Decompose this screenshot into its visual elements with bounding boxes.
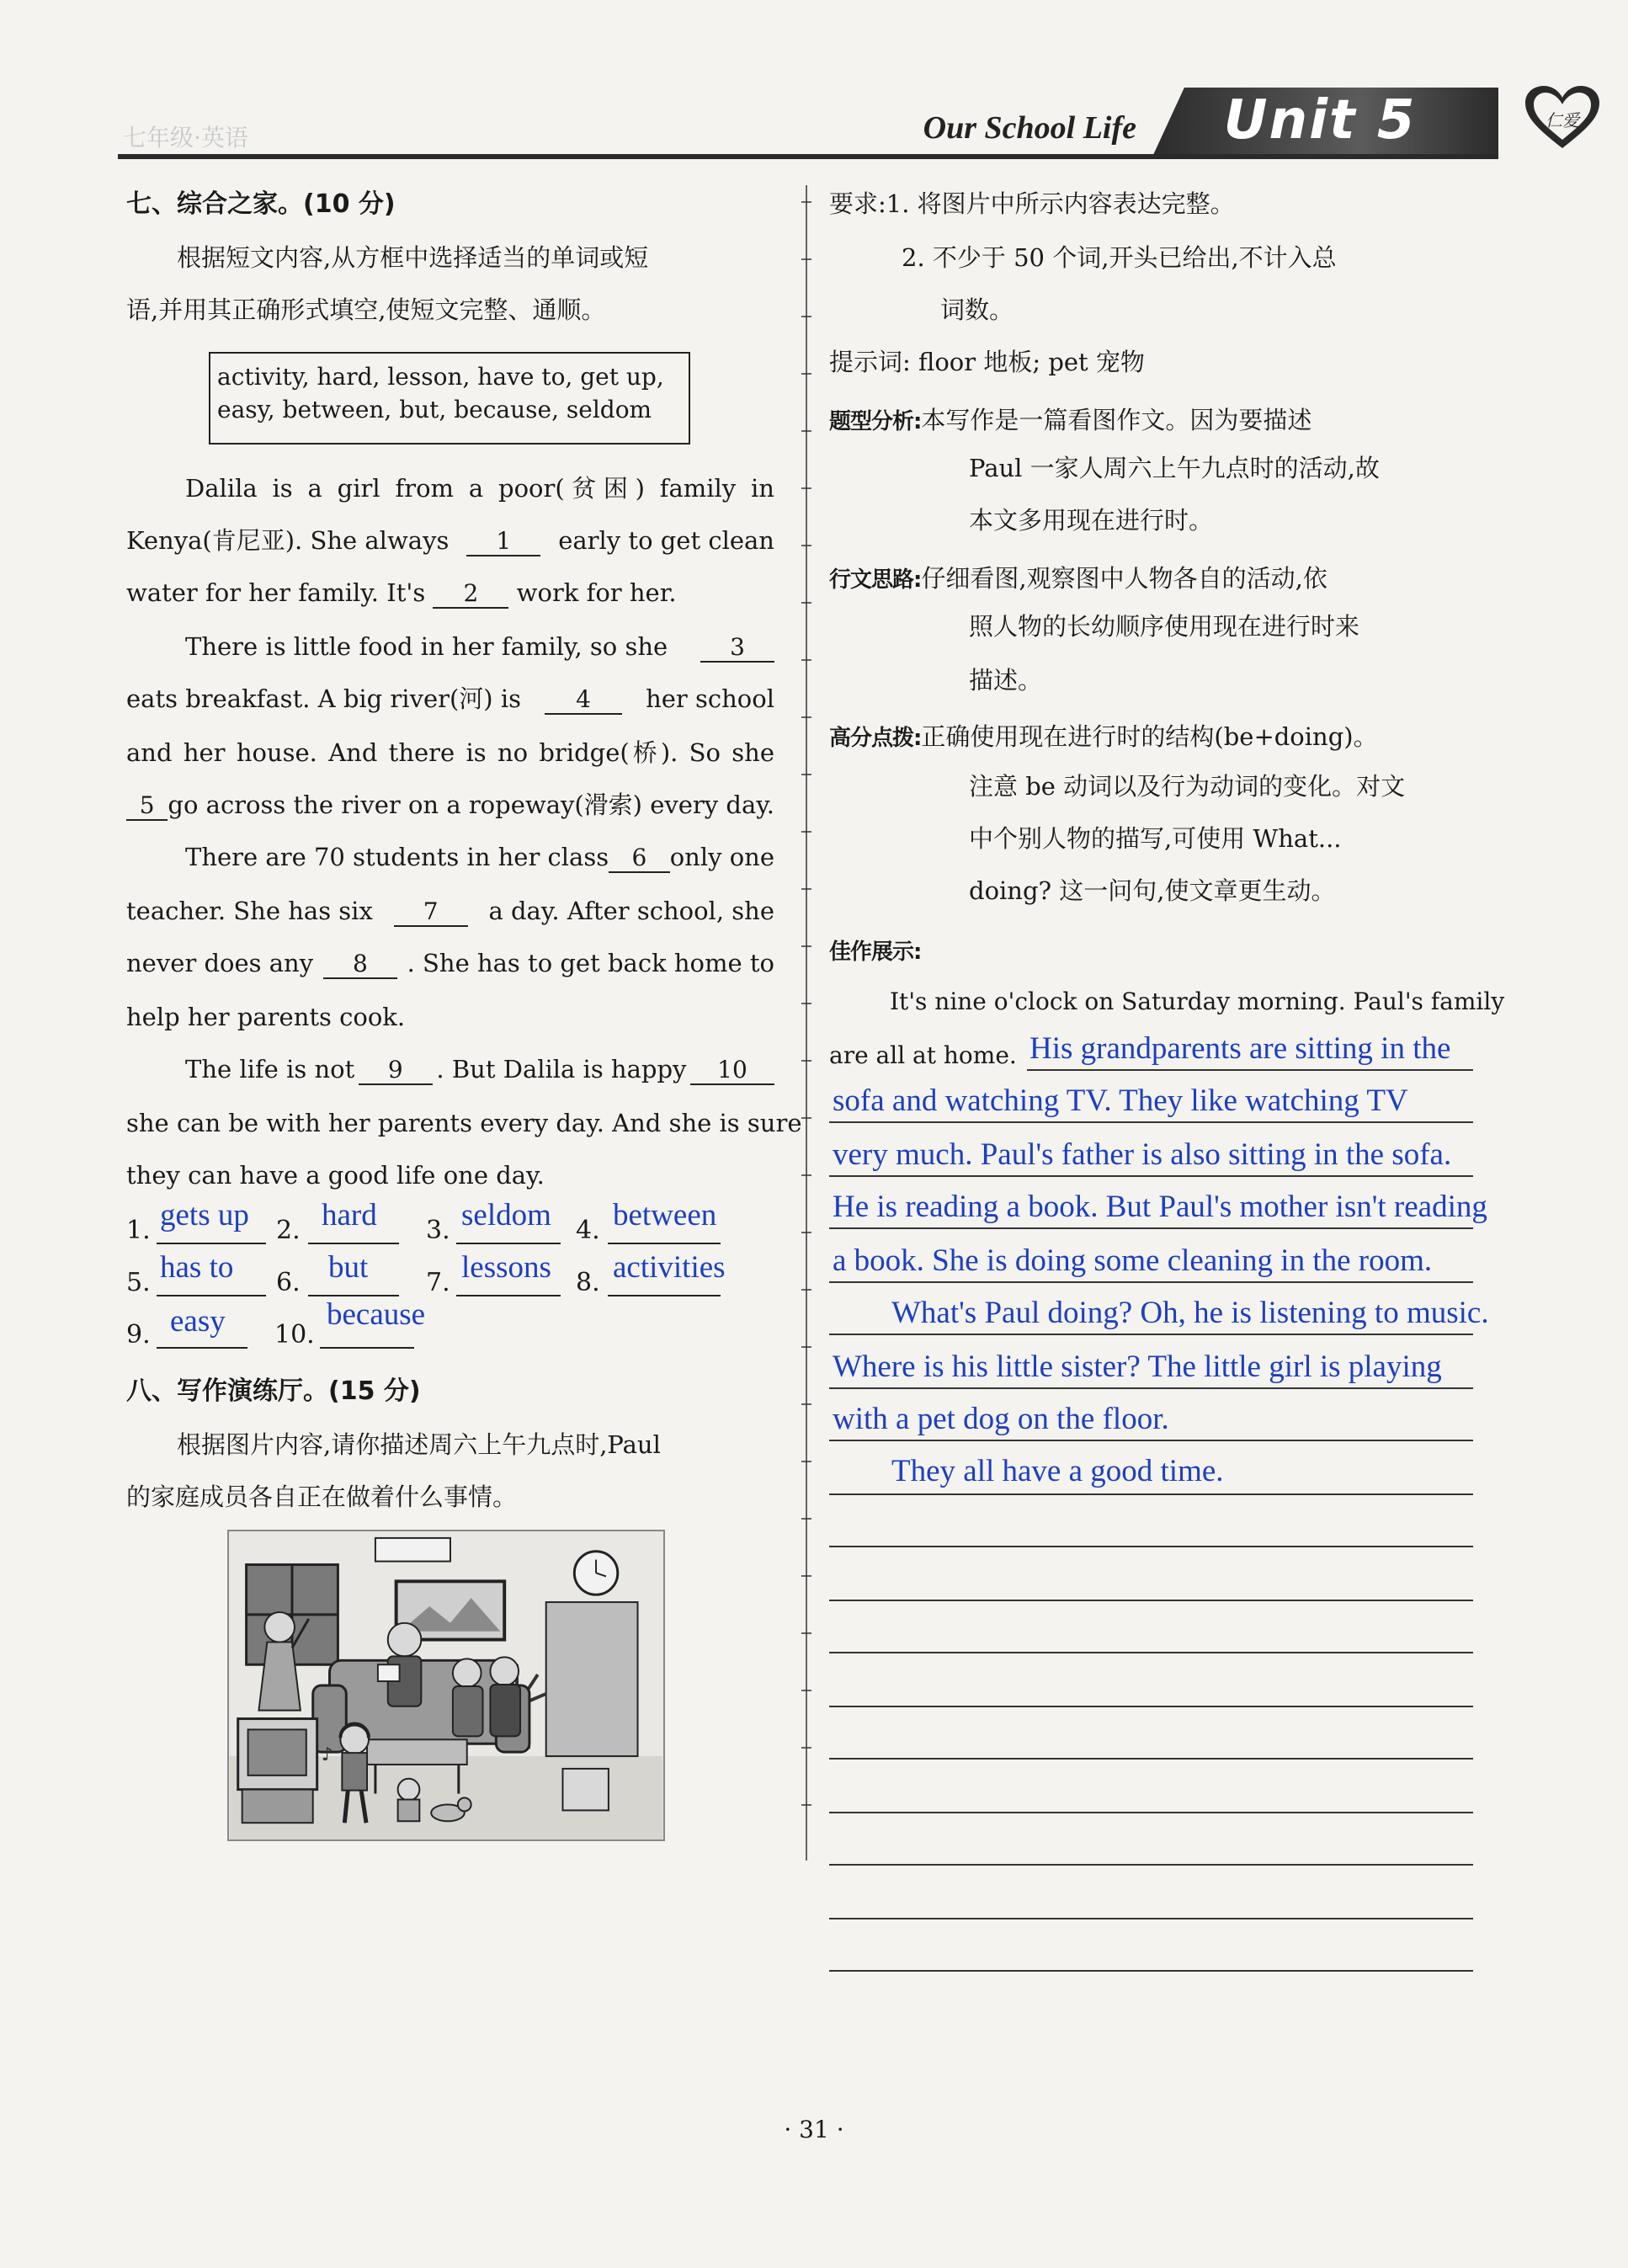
analysis-type-tag: 题型分析: <box>829 409 922 434</box>
section8-heading: 八、写作演练厅。(15 分) <box>126 1376 421 1406</box>
analysis-approach-2: 照人物的长幼顺序使用现在进行时来 <box>969 612 1360 641</box>
writing-line <box>829 1918 1473 1919</box>
passage-line-3: water for her family. It's 2 work for her. <box>126 578 677 607</box>
writing-line <box>829 1706 1473 1707</box>
answer-num: 6. <box>276 1268 301 1297</box>
answer-9: easy <box>170 1304 226 1339</box>
word-box <box>209 352 690 445</box>
analysis-tips-3: 中个别人物的描写,可使用 What... <box>969 824 1342 853</box>
passage-line-1: Dalila is a girl from a poor(贫困) family in <box>185 474 774 503</box>
blank-8[interactable]: 8 <box>323 951 397 979</box>
writing-line <box>829 1812 1473 1813</box>
answer-8: activities <box>613 1250 726 1285</box>
analysis-type-3: 本文多用现在进行时。 <box>969 506 1214 535</box>
blank-5[interactable]: 5 <box>126 793 168 821</box>
section8-instruction-2: 的家庭成员各自正在做着什么事情。 <box>126 1483 518 1511</box>
header-subtitle: Our School Life <box>923 110 1136 146</box>
writing-line <box>829 1175 1473 1177</box>
box-icon <box>562 1769 608 1810</box>
word-box-line-1: activity, hard, lesson, have to, get up, <box>217 363 664 391</box>
writing-line <box>829 1387 1473 1389</box>
passage-line-2: Kenya(肯尼亚). She always 1 early to get clean <box>126 526 774 555</box>
essay-line-9: They all have a good time. <box>891 1454 1224 1488</box>
header-rule <box>118 154 1498 159</box>
answer-6: but <box>328 1250 369 1285</box>
section8-instruction-1: 根据图片内容,请你描述周六上午九点时,Paul <box>177 1430 661 1459</box>
blank-7[interactable]: 7 <box>394 899 468 927</box>
passage-line-4: There is little food in her family, so she 3 <box>185 635 774 663</box>
blank-2[interactable]: 2 <box>433 581 508 609</box>
analysis-type-2: Paul 一家人周六上午九点时的活动,故 <box>969 454 1380 482</box>
answer-num: 2. <box>276 1216 301 1245</box>
door-icon <box>546 1602 638 1756</box>
passage-line-8: There are 70 students in her class 6 only one <box>185 843 774 871</box>
passage-line-10: never does any 8 . She has to get back home to <box>126 949 774 977</box>
section7-instruction-1: 根据短文内容,从方框中选择适当的单词或短 <box>177 243 649 272</box>
blank-10[interactable]: 10 <box>690 1057 774 1085</box>
writing-line <box>829 1227 1473 1229</box>
sample-essay-tag: 佳作展示: <box>829 940 922 965</box>
essay-line-1: His grandparents are sitting in the <box>1029 1031 1451 1066</box>
writing-line <box>829 1121 1473 1123</box>
blank-3[interactable]: 3 <box>700 635 774 663</box>
writing-line <box>829 1546 1473 1547</box>
answer-num: 4. <box>576 1216 600 1245</box>
answer-num: 3. <box>426 1216 450 1245</box>
analysis-tips-tag: 高分点拨: <box>829 726 922 751</box>
writing-line <box>829 1864 1473 1866</box>
blank-9[interactable]: 9 <box>359 1057 433 1085</box>
page-header <box>118 84 1579 168</box>
answer-num: 1. <box>126 1216 151 1245</box>
essay-line-7: Where is his little sister? The little girl is playing <box>833 1350 1442 1384</box>
passage-line-6: and her house. And there is no bridge(桥). So she <box>126 738 774 767</box>
writing-line <box>829 1652 1473 1653</box>
essay-opening-1: It's nine o'clock on Saturday morning. Paul's family <box>890 988 1505 1015</box>
answer-10: because <box>327 1297 426 1332</box>
scroll-icon <box>375 1538 450 1562</box>
passage-line-5: eats breakfast. A big river(河) is 4 her school <box>126 684 774 713</box>
analysis-type: 题型分析:本写作是一篇看图作文。因为要描述 <box>829 406 1312 434</box>
essay-line-8: with a pet dog on the floor. <box>833 1402 1169 1436</box>
writing-line <box>829 1493 1473 1495</box>
section7-heading: 七、综合之家。(10 分) <box>126 189 396 219</box>
unit-label: Unit 5 <box>1223 89 1417 152</box>
writing-line <box>829 1970 1473 1972</box>
grade-mark: 七年级·英语 <box>123 124 248 152</box>
blank-6[interactable]: 6 <box>609 845 670 873</box>
writing-line <box>829 1758 1473 1760</box>
passage-line-13: she can be with her parents every day. And she is sure <box>126 1109 802 1137</box>
family-illustration <box>227 1530 665 1841</box>
answer-3: seldom <box>461 1198 551 1232</box>
svg-text:♪: ♪ <box>321 1744 333 1766</box>
wall-clock-icon <box>574 1552 617 1595</box>
page-number: · 31 · <box>784 2116 844 2143</box>
section7-instruction-2: 语,并用其正确形式填空,使短文完整、通顺。 <box>126 295 606 324</box>
passage-line-7: 5 go across the river on a ropeway(滑索) every day. <box>126 793 774 821</box>
answer-num: 5. <box>126 1268 151 1297</box>
analysis-tips-4: doing? 这一问句,使文章更生动。 <box>969 876 1336 905</box>
answer-2: hard <box>322 1198 377 1232</box>
essay-line-4: He is reading a book. But Paul's mother isn't reading <box>833 1190 1487 1224</box>
badge-text: 仁爱 <box>1546 110 1579 130</box>
answer-5: has to <box>160 1250 234 1285</box>
writing-line <box>829 1440 1473 1441</box>
television-icon <box>238 1719 317 1823</box>
requirement-1: 要求:1. 将图片中所示内容表达完整。 <box>829 189 1235 218</box>
writing-line <box>829 1600 1473 1601</box>
writing-line <box>829 1334 1473 1335</box>
answer-num: 9. <box>126 1320 151 1350</box>
answer-num: 8. <box>576 1268 600 1297</box>
passage-line-11: help her parents cook. <box>126 1003 406 1031</box>
answer-7: lessons <box>461 1250 551 1285</box>
essay-opening-2: are all at home. <box>829 1041 1017 1069</box>
passage-line-12: The life is not 9 . But Dalila is happy 10 <box>185 1057 774 1085</box>
analysis-approach-3: 描述。 <box>969 666 1043 695</box>
answer-1: gets up <box>160 1198 249 1232</box>
blank-1[interactable]: 1 <box>466 529 540 556</box>
writing-line <box>1027 1069 1473 1071</box>
blank-4[interactable]: 4 <box>545 687 622 715</box>
answer-num: 10. <box>274 1320 315 1350</box>
passage-line-14: they can have a good life one day. <box>126 1161 545 1190</box>
column-divider <box>798 185 815 1861</box>
essay-line-6: What's Paul doing? Oh, he is listening to music. <box>891 1296 1489 1330</box>
essay-line-5: a book. She is doing some cleaning in the room. <box>833 1243 1433 1278</box>
writing-line <box>829 1281 1473 1283</box>
essay-line-2: sofa and watching TV. They like watching TV <box>833 1083 1408 1118</box>
requirement-2b: 词数。 <box>940 295 1014 324</box>
analysis-approach-tag: 行文思路: <box>829 567 922 593</box>
hint-words: 提示词: floor 地板; pet 宠物 <box>829 348 1145 376</box>
essay-line-3: very much. Paul's father is also sitting in the sofa. <box>833 1137 1452 1172</box>
word-box-line-2: easy, between, but, because, seldom <box>217 396 652 424</box>
answer-4: between <box>613 1198 717 1232</box>
answer-num: 7. <box>426 1268 450 1297</box>
analysis-tips-2: 注意 be 动词以及行为动词的变化。对文 <box>969 772 1406 801</box>
analysis-approach: 行文思路:仔细看图,观察图中人物各自的活动,依 <box>829 564 1327 593</box>
requirement-2a: 2. 不少于 50 个词,开头已给出,不计入总 <box>902 243 1337 272</box>
passage-line-9: teacher. She has six 7 a day. After school, she <box>126 897 774 925</box>
heart-logo-icon <box>1522 84 1603 152</box>
analysis-tips: 高分点拨:正确使用现在进行时的结构(be+doing)。 <box>829 722 1378 751</box>
